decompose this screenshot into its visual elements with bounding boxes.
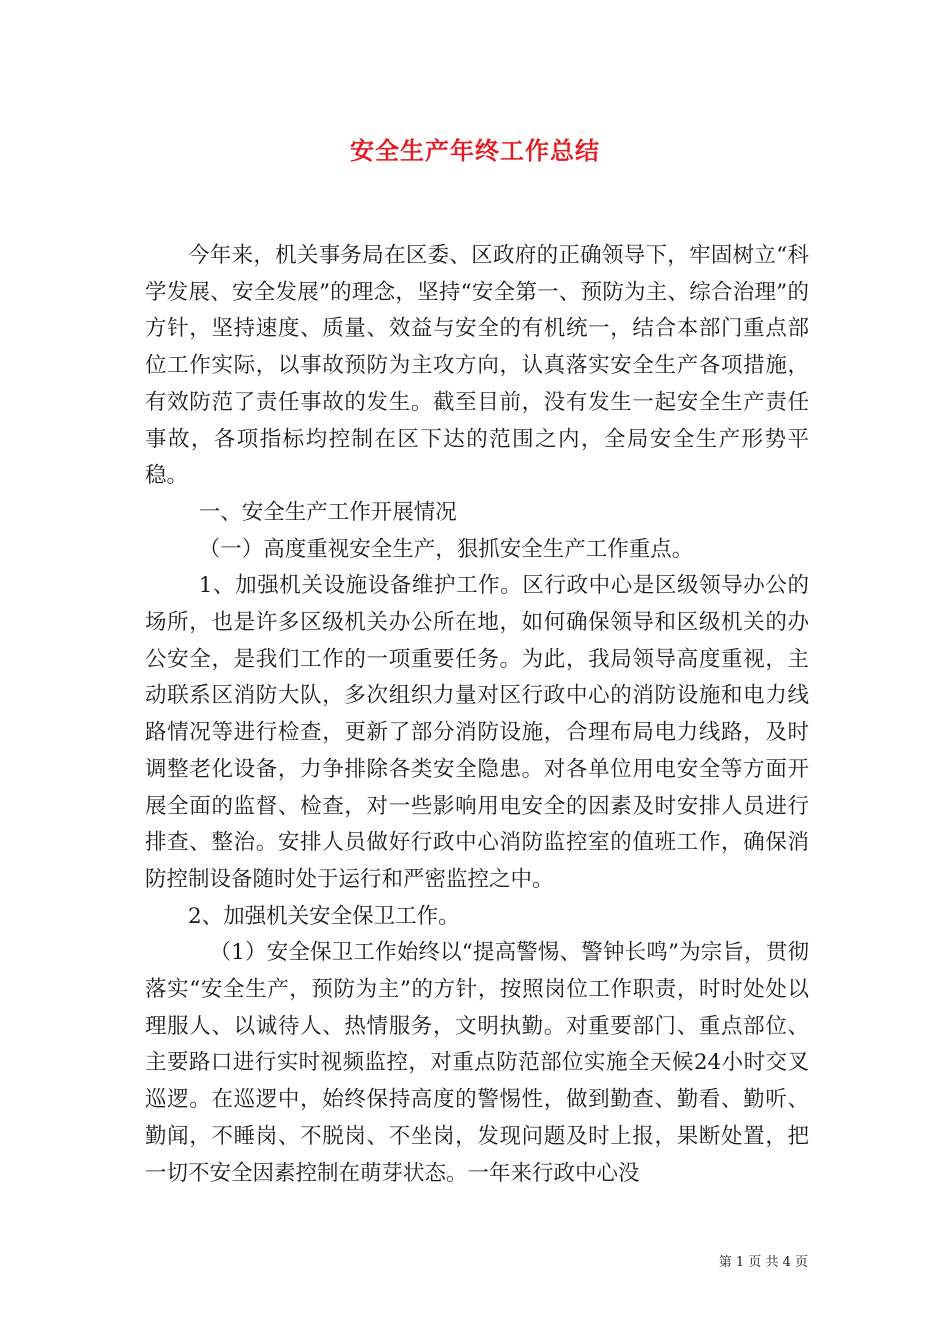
document-body [145, 238, 809, 1192]
document-title: 安全生产年终工作总结 [350, 136, 600, 165]
intro-paragraph: 今年来，机关事务局在区委、区政府的正确领导下，牢固树立“科学发展、安全发展”的理念，坚持“安全第一、预防为主、综合治理”的方针，坚持速度、质量、效益与安全的有机统一，结合本部门重点部位工作实际，以事故预防为主攻方向，认真落实安全生产各项措施，有效防范了责任事故的发生。截至目前，没有发生一起安全生产责任事故，各项指标均控制在区下达的范围之内，全局安全生产形势平稳。 [145, 243, 809, 489]
item-paragraph-1: 1、加强机关设施设备维护工作。区行政中心是区级领导办公的场所，也是许多区级机关办公所在地，如何确保领导和区级机关的办公安全，是我们工作的一项重要任务。为此，我局领导高度重视，主动联系区消防大队，多次组织力量对区行政中心的消防设施和电力线路情况等进行检查，更新了部分消防设施，合理布局电力线路，及时调整老化设备，力争排除各类安全隐患。对各单位用电安全等方面开展全面的监督、检查，对一些影响用电安全的因素及时安排人员进行排查、整治。安排人员做好行政中心消防监控室的值班工作，确保消防控制设备随时处于运行和严密监控之中。 [145, 573, 809, 892]
section-heading-1: 一、安全生产工作开展情况 [198, 499, 457, 525]
page-number-footer: 第 1 页 共 4 页 [718, 1255, 808, 1270]
subsection-heading-1: （一）高度重视安全生产，狠抓安全生产工作重点。 [198, 536, 694, 562]
item-heading-2: 2、加强机关安全保卫工作。 [188, 903, 460, 929]
item-paragraph-2-1: （1）安全保卫工作始终以“提高警惕、警钟长鸣”为宗旨，贯彻落实“安全生产，预防为主”的方针，按照岗位工作职责，时时处处以理服人、以诚待人、热情服务，文明执勤。对重要部门、重点部位、主要路口进行实时视频监控，对重点防范部位实施全天候24小时交叉巡逻。在巡逻中，始终保持高度的警惕性，做到勤查、勤看、勤听、勤闻，不睡岗、不脱岗、不坐岗，发现问题及时上报，果断处置，把一切不安全因素控制在萌芽状态。一年来行政中心没 [145, 940, 809, 1186]
